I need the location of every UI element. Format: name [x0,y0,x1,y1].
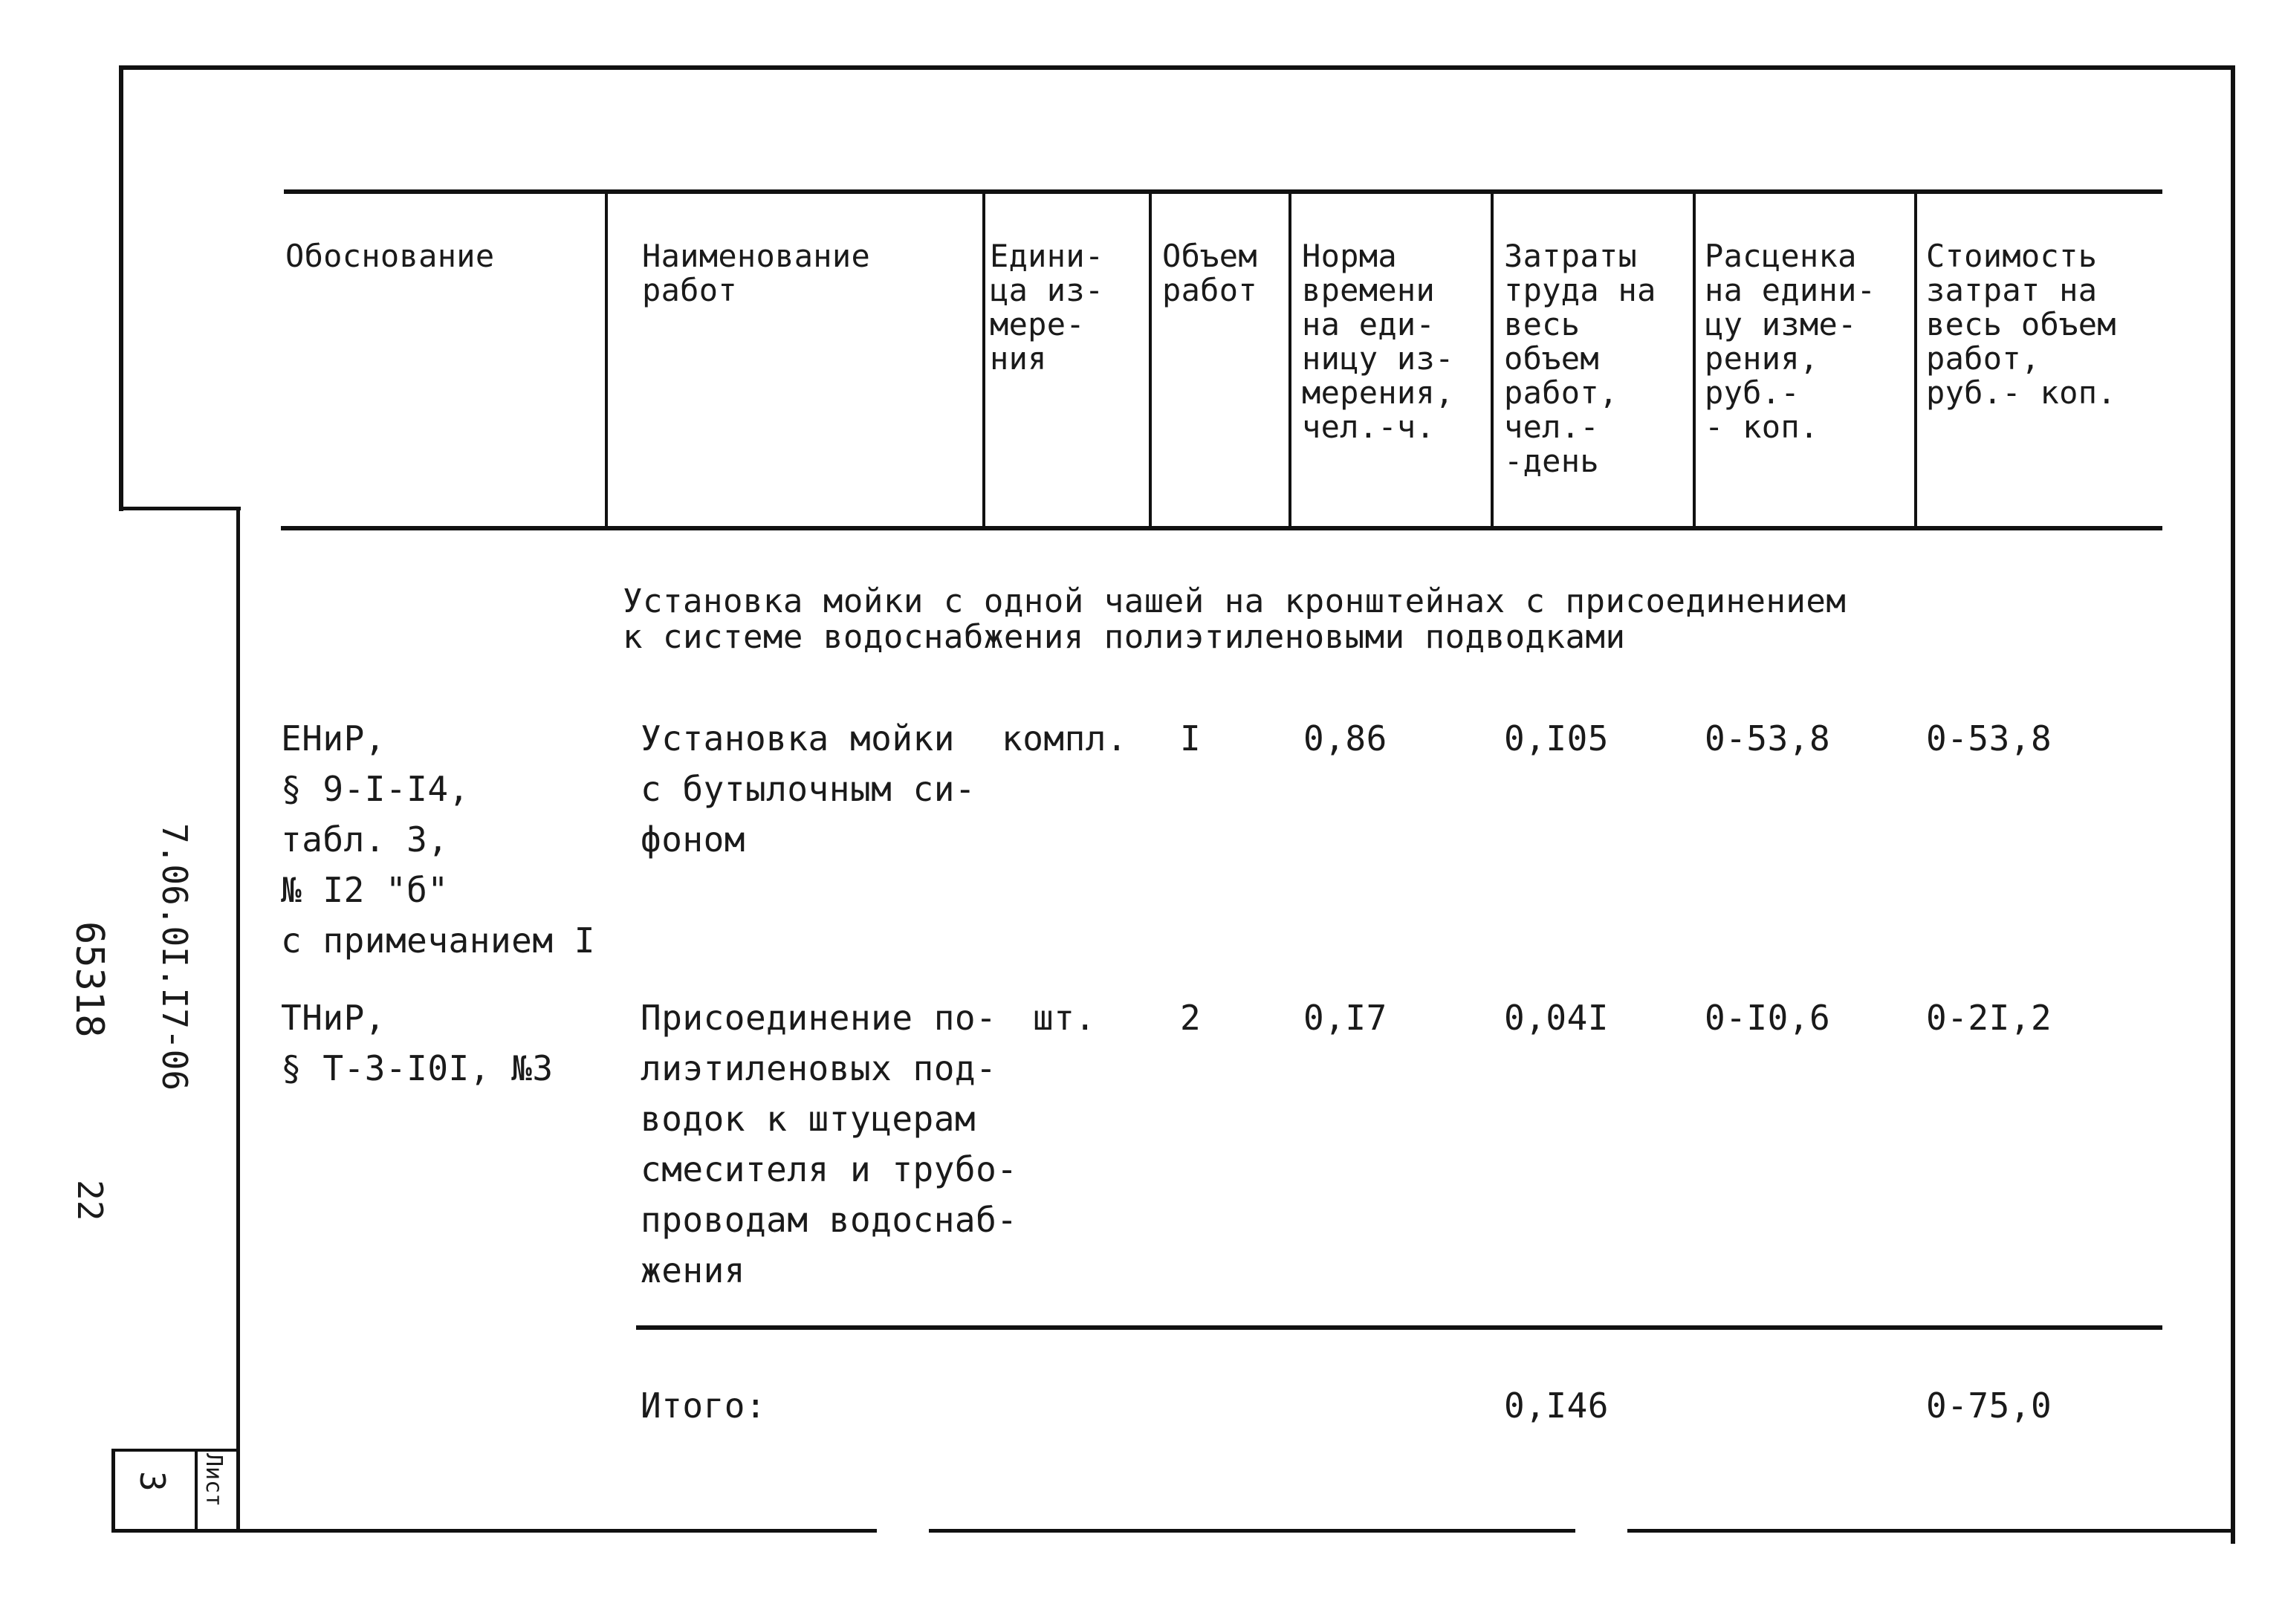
sheet-number: 3 [132,1471,172,1492]
header-top-rule [284,189,2162,194]
header-divider-4 [1289,192,1291,527]
stamp-box-top [119,507,241,510]
total-labor: 0,I46 [1504,1386,1609,1426]
header-bottom-rule [281,526,2162,530]
row-2-basis: ТНиР, § Т-3-I0I, №3 [281,998,554,1088]
row-2-name: Присоединение по- лиэтиленовых под- водок к штуцерам смесителя и трубо- проводам водоснаб- жения [641,998,1018,1290]
header-basis: Обоснование [285,238,495,274]
total-rule [636,1325,2162,1330]
row-1-cost: 0-53,8 [1926,718,2052,759]
page-number: 22 [70,1180,110,1221]
row-2-labor: 0,04I [1504,998,1609,1038]
stamp-sheet-split [195,1449,198,1530]
header-divider-5 [1491,192,1494,527]
row-2-volume: 2 [1180,998,1202,1038]
row-1-volume: I [1180,718,1202,759]
header-volume: Объем работ [1162,238,1257,308]
inventory-number: 65318 [67,921,111,1038]
stamp-box-left [111,1449,115,1530]
total-cost: 0-75,0 [1926,1386,2052,1426]
row-1-name: Установка мойки с бутылочным си- фоном [641,718,976,860]
header-divider-2 [982,192,985,527]
header-divider-7 [1914,192,1917,527]
header-divider-3 [1149,192,1152,527]
header-divider-6 [1693,192,1696,527]
frame-top [119,65,2235,70]
frame-bottom-3 [1627,1529,2235,1533]
header-work-name: Наименование работ [642,238,871,308]
row-2-cost: 0-2I,2 [1926,998,2052,1038]
stamp-box-right [236,507,240,1532]
frame-bottom-2 [929,1529,1575,1533]
row-1-rate: 0-53,8 [1705,718,1831,759]
document-code: 7.06.0I.I7-06 [155,823,195,1091]
frame-right [2231,65,2235,1544]
row-2-unit: шт. [1033,998,1096,1038]
total-label: Итого: [641,1386,767,1426]
header-divider-1 [605,192,608,527]
row-1-norm: 0,86 [1303,718,1387,759]
sheet-label: Лист [201,1453,227,1507]
row-2-rate: 0-I0,6 [1705,998,1831,1038]
row-1-unit: компл. [1002,718,1128,759]
header-unit-rate: Расценка на едини- цу изме- рения, руб.- - коп. [1705,238,1876,445]
stamp-sheet-divider [111,1449,239,1452]
row-1-basis: ЕНиР, § 9-I-I4, табл. 3, № I2 "б" с примечанием I [281,718,595,961]
row-2-norm: 0,I7 [1303,998,1387,1038]
frame-bottom-1 [111,1529,877,1533]
header-total-cost: Стоимость затрат на весь объем работ, руб.- коп. [1926,238,2116,411]
frame-left [119,65,123,511]
row-1-labor: 0,I05 [1504,718,1609,759]
header-labor-cost: Затраты труда на весь объем работ, чел.- -день [1504,238,1656,479]
header-unit: Едини- ца из- мере- ния [990,238,1104,377]
section-title: Установка мойки с одной чашей на кронштейнах с присоединением к системе водоснабжения полиэтиленовыми подводками [623,582,1847,656]
header-time-norm: Норма времени на еди- ницу из- мерения, чел.-ч. [1302,238,1454,445]
